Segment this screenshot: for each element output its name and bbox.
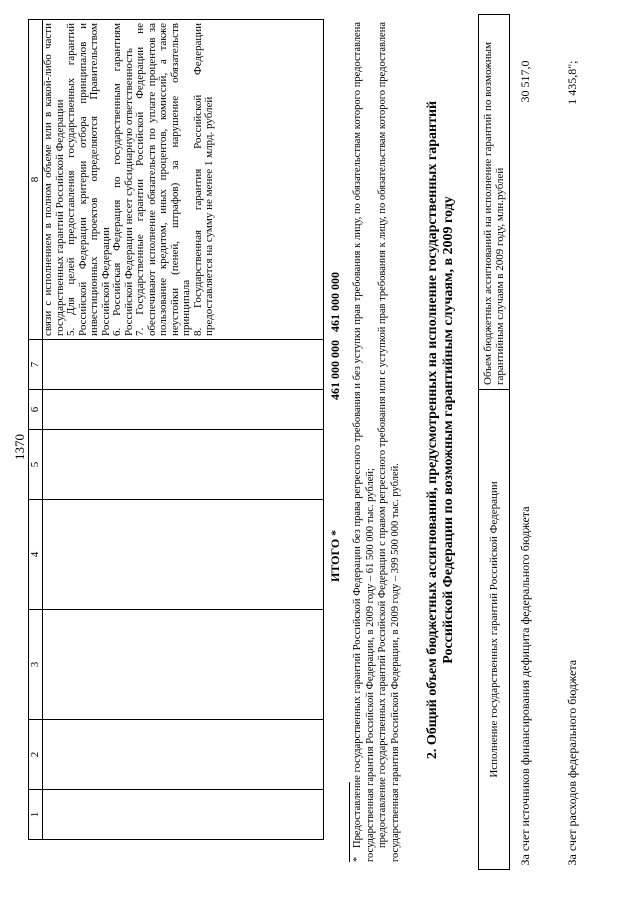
table-cell: [43, 790, 324, 840]
col-header-5: 5: [29, 430, 43, 500]
table-row: [43, 20, 324, 840]
summary-header-right: Объем бюджетных ассигнований на исполнение гарантий по возможным гарантийным случаям в 2009 году, млн.рублей: [479, 15, 510, 390]
footnote-line-2: [377, 22, 402, 862]
col-header-8: 8: [29, 20, 43, 340]
allocation-summary-table: [478, 14, 586, 870]
footnote: [352, 22, 402, 862]
table-row: [539, 15, 586, 870]
condition-text: 8. Государственная гарантия Российской Федерации предоставляется на сумму не менее 1 млрд. рублей: [191, 23, 215, 336]
total-label: ИТОГО *: [328, 529, 342, 582]
row-label: За счет расходов федерального бюджета: [565, 659, 579, 866]
total-value-1: 461 000 000: [328, 340, 342, 400]
section-heading-line-2: Российской Федерации по возможным гарантийным случаям, в 2009 году: [441, 196, 456, 664]
section-heading-line-1: 2. Общий объем бюджетных ассигнований, предусмотренных на исполнение государственных гарантий: [425, 100, 440, 760]
table-cell: [43, 500, 324, 610]
footnote-line-1: [352, 22, 377, 862]
summary-header-left: Исполнение государственных гарантий Российской Федерации: [479, 390, 510, 870]
condition-text: 6. Российская Федерация по государственным гарантиям Российской Федерации несет субсидиарную ответственность: [111, 23, 135, 336]
guarantee-program-table: [28, 19, 324, 840]
condition-text: связи с исполнением в полном объеме или в какой-либо части государственных гарантий Российской Федерации: [42, 23, 66, 336]
summary-header-row: [479, 15, 510, 870]
row-value: 1 435,8";: [565, 60, 579, 105]
footnote-text: Предоставление государственных гарантий Российской Федерации без права регрессного требования и без уступки прав требования к лицу, по обязательствам которого предоставлена государственная гарантия Российской Федерации, в 2009 году – 61 500 000 тыс. рублей;: [352, 22, 376, 862]
conditions-cell: [43, 20, 324, 340]
col-header-7: 7: [29, 340, 43, 390]
column-number-row: [29, 20, 43, 840]
page-number: 1370: [12, 434, 27, 460]
condition-text: 7. Государственные гарантии Российской Федерации не обеспечивают исполнение обязательств по уплате процентов за пользование кредитом, иных процентов, комиссий, а также неустойки (пеней, штрафов) за нарушение обязательств принципала: [134, 23, 192, 336]
total-value-2: 461 000 000: [328, 272, 342, 332]
col-header-6: 6: [29, 390, 43, 430]
table-cell: [43, 720, 324, 790]
table-cell: [43, 610, 324, 720]
footnote-divider: [349, 782, 350, 862]
table-cell: [43, 340, 324, 390]
section-heading: [425, 20, 457, 840]
col-header-2: 2: [29, 720, 43, 790]
col-header-3: 3: [29, 610, 43, 720]
col-header-1: 1: [29, 790, 43, 840]
row-value: 30 517,0: [518, 60, 532, 103]
condition-text: 5. Для целей предоставления государственных гарантий Российской Федерации критерии отбора принципалов и инвестиционных проектов определяются Правительством Российской Федерации: [65, 23, 112, 336]
table-cell: [43, 390, 324, 430]
footnote-marker: *: [352, 856, 363, 862]
table-cell: [43, 430, 324, 500]
table-row: [510, 15, 540, 870]
footnote-text: предоставление государственных гарантий Российской Федерации с правом регрессного требования или с уступкой прав требования к лицу, по обязательствам которого предоставлена государственная гарантия Российской Федерации, в 2009 году – 399 500 000 тыс. рублей.: [377, 22, 401, 862]
col-header-4: 4: [29, 500, 43, 610]
row-label: За счет источников финансирования дефицита федерального бюджета: [518, 506, 532, 866]
